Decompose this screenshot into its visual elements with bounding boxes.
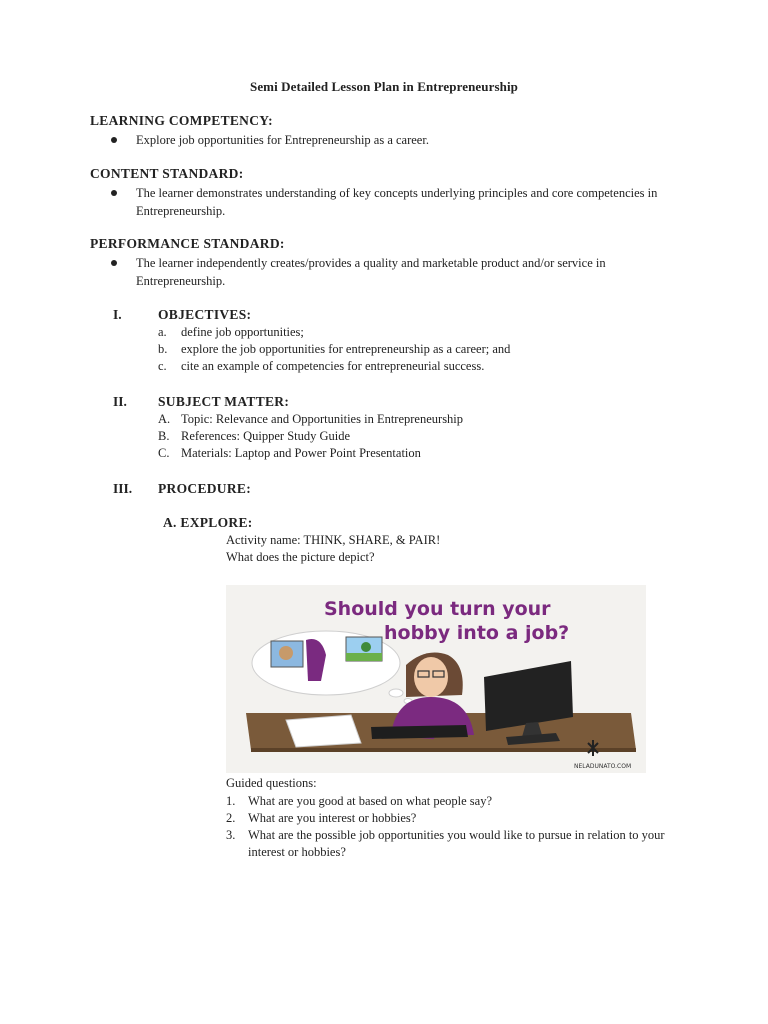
objectives-heading: OBJECTIVES: [158,307,252,322]
illustration-watermark: NELADUNATO.COM [574,763,632,770]
question-number: 2. [226,811,236,825]
bullet-icon [111,260,117,266]
illustration-caption-line1: Should you turn your [324,598,551,620]
item-text: define job opportunities; [181,325,304,339]
question-text: What are the possible job opportunities you would like to pursue in relation to your interest or hobbies? [248,828,665,859]
bullet-text: The learner demonstrates understanding of key concepts underlying principles and core competencies in Entrepreneurship. [136,186,658,218]
bullet-icon [111,190,117,196]
question-text: What are you interest or hobbies? [248,811,417,825]
item-marker: c. [158,359,167,373]
item-marker: a. [158,325,167,339]
subject-matter-heading: SUBJECT MATTER: [158,394,290,409]
performance-standard-heading: PERFORMANCE STANDARD: [90,236,285,251]
bullet-text: Explore job opportunities for Entrepreneurship as a career. [136,133,429,147]
paper-icon [286,715,361,747]
item-text: cite an example of competencies for entrepreneurial success. [181,359,485,373]
bullet-icon [111,137,117,143]
section-numeral: III. [113,481,133,496]
bullet-text: The learner independently creates/provides a quality and marketable product and/or service in Entrepreneurship. [136,256,606,288]
item-text: References: Quipper Study Guide [181,429,351,443]
procedure-heading: PROCEDURE: [158,481,251,496]
item-text: Materials: Laptop and Power Point Presentation [181,446,421,460]
content-standard-heading: CONTENT STANDARD: [90,166,244,181]
item-marker: C. [158,446,170,460]
item-marker: B. [158,429,170,443]
question-number: 3. [226,828,236,842]
learning-competency-heading: LEARNING COMPETENCY: [90,113,273,128]
question-text: What are you good at based on what people say? [248,794,493,808]
keyboard-icon [371,725,468,739]
item-text: explore the job opportunities for entrepreneurship as a career; and [181,342,511,356]
guided-questions-label: Guided questions: [226,776,317,790]
explore-heading: A. EXPLORE: [163,515,253,530]
section-numeral: II. [113,394,127,409]
picture-prompt: What does the picture depict? [226,550,375,564]
item-marker: A. [158,412,171,426]
illustration-caption-line2: hobby into a job? [384,622,570,644]
hobby-job-illustration [226,585,646,773]
item-text: Topic: Relevance and Opportunities in Entrepreneurship [181,412,464,426]
document-title: Semi Detailed Lesson Plan in Entrepreneurship [249,79,519,94]
section-numeral: I. [113,307,122,322]
question-number: 1. [226,794,236,808]
activity-name: Activity name: THINK, SHARE, & PAIR! [226,533,441,547]
item-marker: b. [158,342,168,356]
